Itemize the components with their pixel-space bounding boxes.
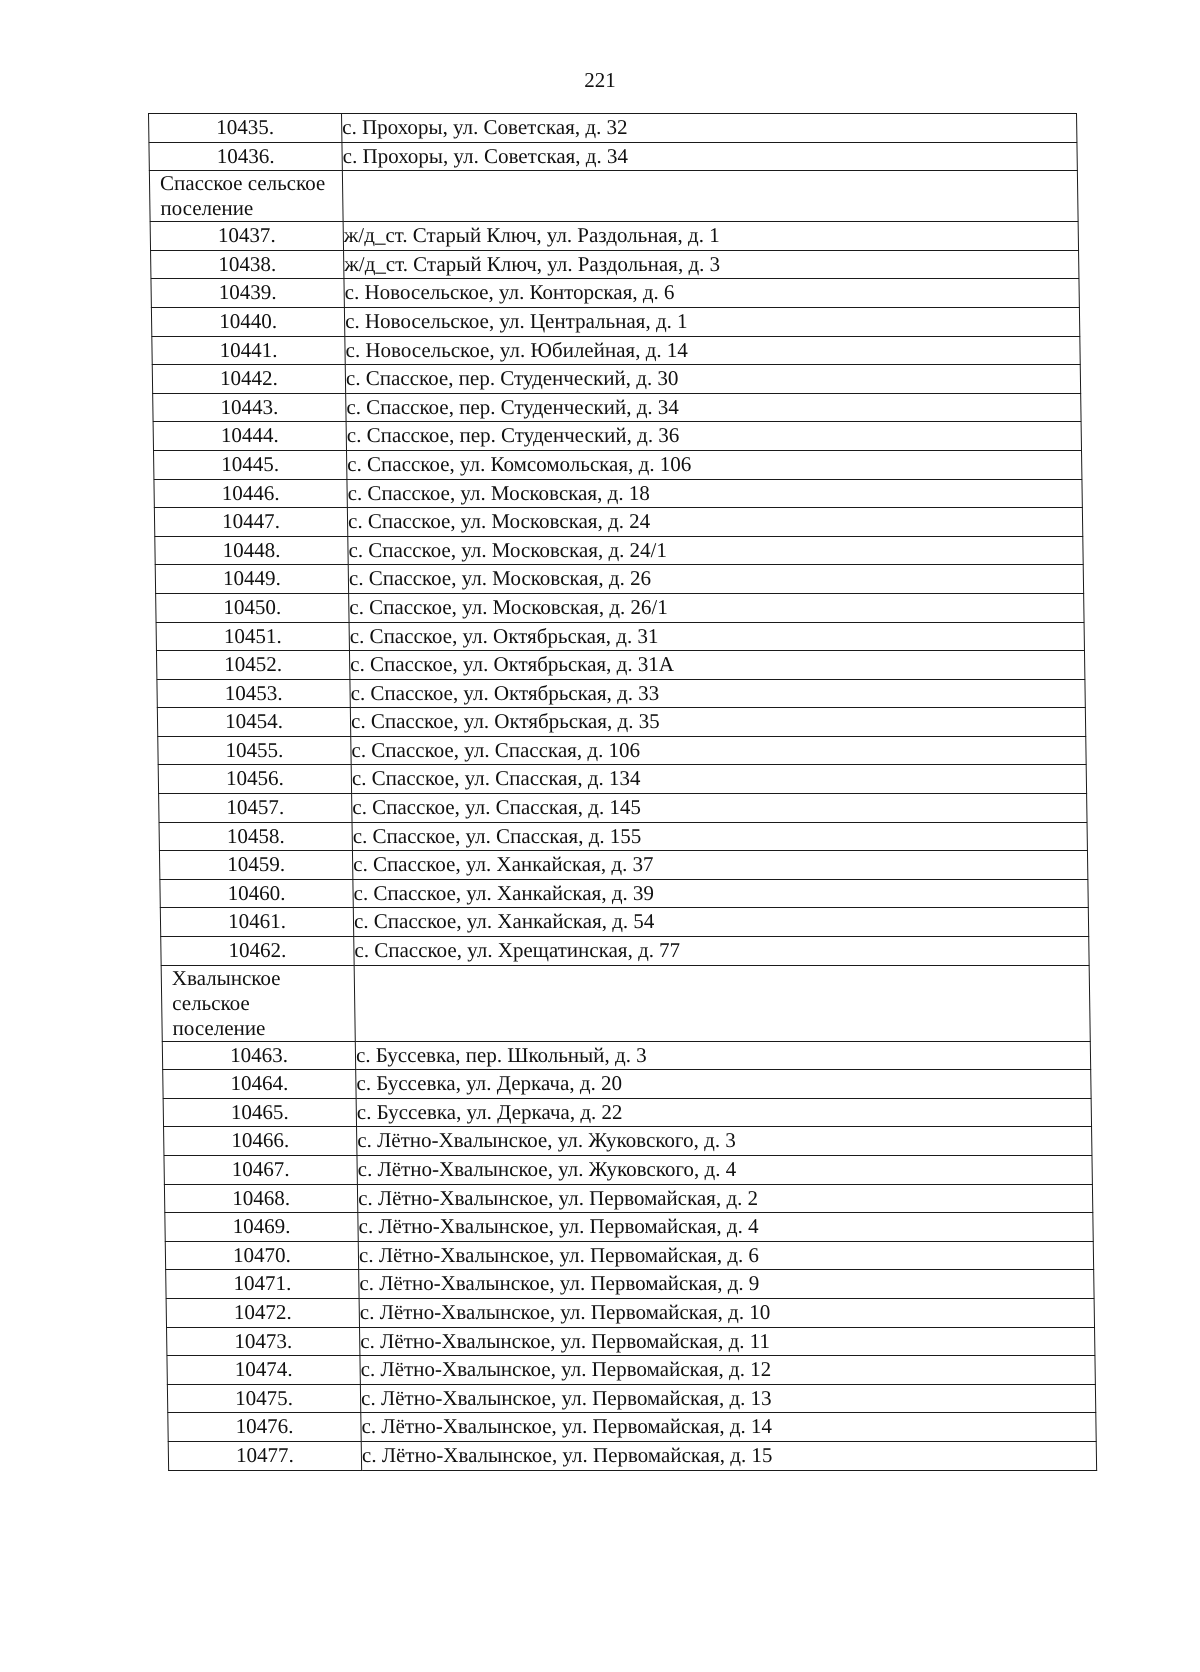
row-address: с. Лётно-Хвалынское, ул. Жуковского, д. 4: [357, 1156, 1092, 1185]
table-row: [150, 222, 1078, 251]
row-address: с. Лётно-Хвалынское, ул. Первомайская, д. 4: [358, 1213, 1093, 1242]
table-row: [160, 908, 1088, 937]
row-address: с. Спасское, ул. Ханкайская, д. 37: [352, 851, 1087, 880]
row-address: с. Новосельское, ул. Конторская, д. 6: [344, 279, 1079, 308]
row-address: с. Лётно-Хвалынское, ул. Жуковского, д. 3: [357, 1127, 1092, 1156]
table-row: [165, 1241, 1093, 1270]
row-number: 10470.: [165, 1241, 358, 1270]
table-row: [154, 479, 1082, 508]
row-address: с. Буссевка, ул. Деркача, д. 20: [356, 1070, 1091, 1099]
table-row: [163, 1098, 1091, 1127]
table-row: [160, 879, 1088, 908]
row-number: 10474.: [167, 1356, 360, 1385]
row-number: 10462.: [161, 937, 354, 966]
row-address: с. Спасское, ул. Московская, д. 18: [347, 479, 1082, 508]
row-number: 10467.: [164, 1156, 357, 1185]
row-number: 10464.: [163, 1070, 356, 1099]
table-row: [159, 851, 1087, 880]
row-number: 10471.: [166, 1270, 359, 1299]
row-address: ж/д_ст. Старый Ключ, ул. Раздольная, д. 3: [344, 250, 1079, 279]
table-row: [151, 307, 1079, 336]
row-address: с. Спасское, ул. Московская, д. 26/1: [349, 593, 1084, 622]
table-row: [164, 1156, 1092, 1185]
row-address: с. Буссевка, ул. Деркача, д. 22: [356, 1098, 1091, 1127]
row-address: с. Спасское, ул. Октябрьская, д. 35: [350, 708, 1085, 737]
table-row: [154, 508, 1082, 537]
row-number: 10456.: [158, 765, 351, 794]
table-row: [168, 1441, 1096, 1470]
table-row: [157, 708, 1085, 737]
section-name: [161, 965, 355, 1041]
table-row: [163, 1070, 1091, 1099]
row-address: с. Спасское, ул. Хрещатинская, д. 77: [354, 937, 1089, 966]
row-address: с. Спасское, ул. Октябрьская, д. 31А: [349, 651, 1084, 680]
row-address: с. Лётно-Хвалынское, ул. Первомайская, д. 11: [360, 1327, 1095, 1356]
table-row: [152, 365, 1080, 394]
row-number: 10441.: [152, 336, 345, 365]
row-address: с. Спасское, пер. Студенческий, д. 36: [346, 422, 1081, 451]
row-address: с. Спасское, пер. Студенческий, д. 30: [345, 365, 1080, 394]
row-number: 10451.: [156, 622, 349, 651]
row-address: с. Спасское, ул. Ханкайская, д. 39: [353, 879, 1088, 908]
table-row: [167, 1384, 1095, 1413]
row-address: с. Лётно-Хвалынское, ул. Первомайская, д. 15: [361, 1441, 1096, 1470]
row-number: 10476.: [168, 1413, 361, 1442]
row-number: 10460.: [160, 879, 353, 908]
row-number: 10454.: [157, 708, 350, 737]
row-number: 10448.: [155, 536, 348, 565]
row-address: с. Прохоры, ул. Советская, д. 34: [342, 142, 1077, 171]
row-address: с. Лётно-Хвалынское, ул. Первомайская, д. 13: [360, 1384, 1095, 1413]
address-table: [148, 113, 1097, 1471]
row-address: с. Спасское, ул. Спасская, д. 106: [351, 736, 1086, 765]
row-address: ж/д_ст. Старый Ключ, ул. Раздольная, д. 1: [343, 222, 1078, 251]
row-number: 10466.: [164, 1127, 357, 1156]
table-row: [151, 279, 1079, 308]
table-row: [162, 1041, 1090, 1070]
table-row: [155, 536, 1083, 565]
section-name-line: поселение: [160, 196, 254, 221]
section-header-row: [161, 965, 1090, 1041]
row-number: 10438.: [151, 250, 344, 279]
table-row: [157, 679, 1085, 708]
row-address: с. Лётно-Хвалынское, ул. Первомайская, д. 14: [361, 1413, 1096, 1442]
table-row: [153, 422, 1081, 451]
table-row: [158, 736, 1086, 765]
table-row: [159, 794, 1087, 823]
table-row: [153, 393, 1081, 422]
page-number: 221: [584, 68, 616, 92]
table-row: [158, 765, 1086, 794]
row-number: 10473.: [167, 1327, 360, 1356]
table-row: [165, 1213, 1093, 1242]
table-row: [159, 822, 1087, 851]
row-number: 10469.: [165, 1213, 358, 1242]
row-address: с. Новосельское, ул. Центральная, д. 1: [344, 307, 1079, 336]
row-number: 10458.: [159, 822, 352, 851]
section-name-line: Спасское сельское: [159, 171, 326, 196]
table-row: [161, 937, 1089, 966]
table-row: [166, 1270, 1094, 1299]
table-row: [149, 114, 1077, 143]
table-row: [164, 1127, 1092, 1156]
row-number: 10461.: [160, 908, 353, 937]
row-number: 10443.: [153, 393, 346, 422]
row-number: 10446.: [154, 479, 347, 508]
row-number: 10463.: [162, 1041, 355, 1070]
row-number: 10472.: [166, 1298, 359, 1327]
table-row: [167, 1356, 1095, 1385]
section-name-line: Хвалынское: [171, 965, 281, 990]
table-row: [156, 651, 1084, 680]
section-empty-cell: [342, 171, 1078, 222]
table-row: [168, 1413, 1096, 1442]
row-number: 10453.: [157, 679, 350, 708]
row-number: 10440.: [151, 307, 344, 336]
table-row: [154, 450, 1082, 479]
row-number: 10452.: [156, 651, 349, 680]
row-address: с. Лётно-Хвалынское, ул. Первомайская, д. 12: [360, 1356, 1095, 1385]
table-row: [155, 565, 1083, 594]
row-number: 10445.: [154, 450, 347, 479]
row-number: 10439.: [151, 279, 344, 308]
row-address: с. Прохоры, ул. Советская, д. 32: [342, 114, 1077, 143]
row-address: с. Лётно-Хвалынское, ул. Первомайская, д. 6: [358, 1241, 1093, 1270]
row-number: 10455.: [158, 736, 351, 765]
table-row: [164, 1184, 1092, 1213]
address-table-body: [149, 114, 1097, 1471]
row-number: 10436.: [149, 142, 342, 171]
row-number: 10435.: [149, 114, 342, 143]
section-empty-cell: [354, 965, 1090, 1041]
section-name-line: сельское: [172, 990, 250, 1015]
row-address: с. Спасское, ул. Комсомольская, д. 106: [347, 450, 1082, 479]
table-row: [156, 622, 1084, 651]
row-number: 10468.: [164, 1184, 357, 1213]
row-address: с. Спасское, пер. Студенческий, д. 34: [346, 393, 1081, 422]
row-address: с. Новосельское, ул. Юбилейная, д. 14: [345, 336, 1080, 365]
row-number: 10449.: [155, 565, 348, 594]
row-number: 10437.: [150, 222, 343, 251]
table-row: [149, 142, 1077, 171]
section-header-row: [149, 171, 1078, 222]
table-row: [167, 1327, 1095, 1356]
table-row: [156, 593, 1084, 622]
row-address: с. Спасское, ул. Московская, д. 24/1: [348, 536, 1083, 565]
row-address: с. Спасское, ул. Московская, д. 24: [347, 508, 1082, 537]
row-address: с. Спасское, ул. Октябрьская, д. 33: [350, 679, 1085, 708]
table-row: [152, 336, 1080, 365]
row-number: 10442.: [152, 365, 345, 394]
row-number: 10477.: [168, 1441, 361, 1470]
row-address: с. Спасское, ул. Спасская, д. 134: [351, 765, 1086, 794]
row-number: 10475.: [167, 1384, 360, 1413]
row-address: с. Буссевка, пер. Школьный, д. 3: [355, 1041, 1090, 1070]
row-address: с. Лётно-Хвалынское, ул. Первомайская, д. 10: [359, 1298, 1094, 1327]
row-address: с. Спасское, ул. Октябрьская, д. 31: [349, 622, 1084, 651]
table-row: [151, 250, 1079, 279]
row-address: с. Лётно-Хвалынское, ул. Первомайская, д. 9: [359, 1270, 1094, 1299]
row-address: с. Спасское, ул. Спасская, д. 155: [352, 822, 1087, 851]
section-name-line: поселение: [172, 1015, 266, 1040]
table-row: [166, 1298, 1094, 1327]
row-address: с. Лётно-Хвалынское, ул. Первомайская, д. 2: [357, 1184, 1092, 1213]
row-number: 10444.: [153, 422, 346, 451]
row-number: 10457.: [159, 794, 352, 823]
row-address: с. Спасское, ул. Спасская, д. 145: [352, 794, 1087, 823]
row-number: 10447.: [154, 508, 347, 537]
row-number: 10450.: [156, 593, 349, 622]
section-name: [149, 171, 343, 222]
row-address: с. Спасское, ул. Московская, д. 26: [348, 565, 1083, 594]
row-number: 10465.: [163, 1098, 356, 1127]
row-number: 10459.: [159, 851, 352, 880]
row-address: с. Спасское, ул. Ханкайская, д. 54: [353, 908, 1088, 937]
